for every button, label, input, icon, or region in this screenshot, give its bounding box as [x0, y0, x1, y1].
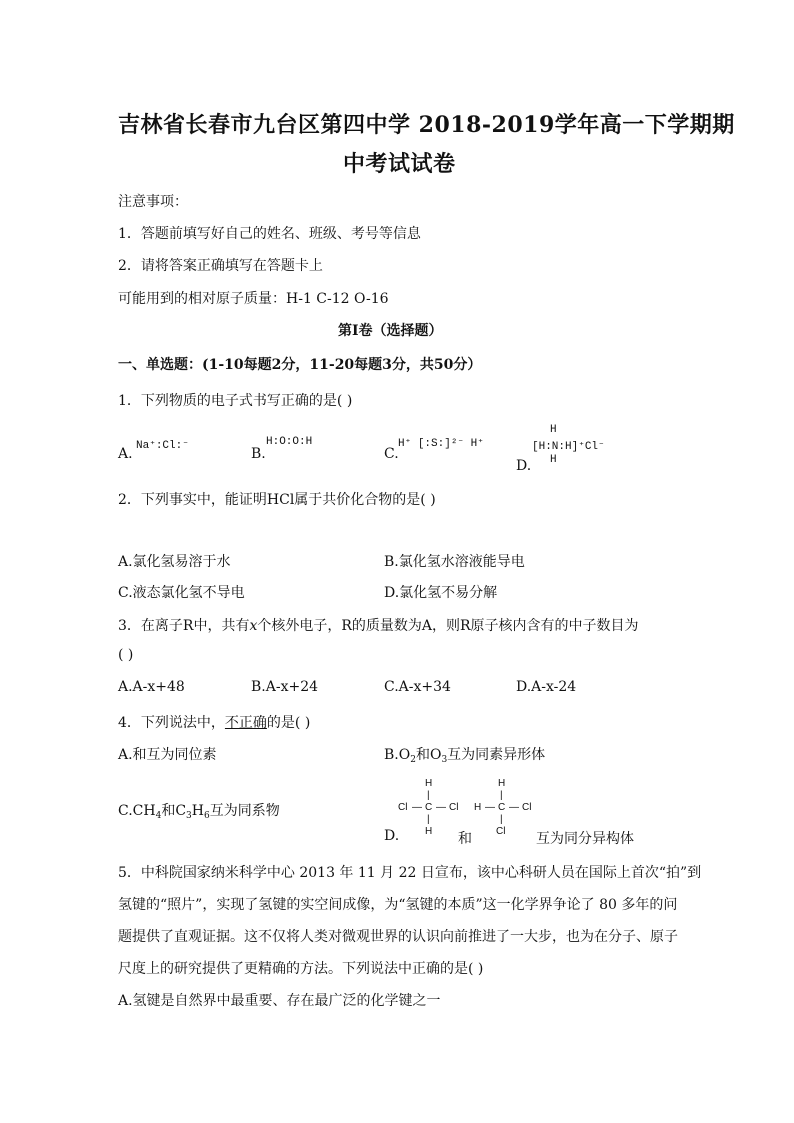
q1-stem: 1．下列物质的电子式书写正确的是( ) [118, 393, 353, 409]
q5-stem-line3: 题提供了直观证据。这不仅将人类对微观世界的认识向前推进了一大步，也为在分子、原子 [118, 929, 678, 945]
q1-option-d-h-top: H [550, 424, 557, 436]
q4-option-d-and: 和 [458, 831, 472, 847]
q1-option-d-formula: [H:N:H]⁺Cl⁻ [532, 441, 605, 453]
section1-title: 一、单选题：(1-10每题2分，11-20每题3分，共50分） [118, 357, 482, 373]
q1-option-b-formula: H:O:O:H [266, 436, 313, 448]
q1-option-a-formula: Na⁺:Cl:⁻ [136, 440, 189, 452]
q3-blank: ( ) [118, 647, 134, 663]
notice-item-2: 2．请将答案正确填写在答题卡上 [118, 258, 323, 274]
q5-stem-line4: 尺度上的研究提供了更精确的方法。下列说法中正确的是( ) [118, 961, 484, 977]
q2-stem: 2．下列事实中，能证明HCl属于共价化合物的是( ) [118, 492, 436, 508]
part1-title: 第Ⅰ卷（选择题） [338, 323, 443, 339]
q1-option-c-formula: H⁺ [:S:]²⁻ H⁺ [398, 438, 484, 450]
q1-option-d-label: D. [516, 458, 532, 474]
notice-item-1: 1．答题前填写好自己的姓名、班级、考号等信息 [118, 226, 421, 242]
q2-option-a: A.氯化氢易溶于水 [118, 554, 231, 570]
q5-option-a: A.氢键是自然界中最重要、存在最广泛的化学键之一 [118, 993, 441, 1009]
q1-option-a-label: A. [118, 446, 133, 462]
q5-stem-line2: 氢键的“照片”，实现了氢键的实空间成像，为“氢键的本质”这一化学界争论了 80 多年的问 [118, 897, 678, 913]
q2-option-d: D.氯化氢不易分解 [384, 585, 498, 601]
q1-option-d-h-bottom: H [550, 454, 557, 466]
notice-heading: 注意事项： [118, 194, 188, 210]
dichloromethane-structure-1: H | Cl — C — Cl | H [398, 778, 459, 837]
q4-stem: 4．下列说法中，不正确的是( ) [118, 715, 311, 731]
q3-option-d: D.A-x-24 [516, 679, 577, 695]
page-title-line1: 吉林省长春市九台区第四中学 2018-2019学年高一下学期期 [118, 112, 735, 138]
page-title-line2: 中考试试卷 [343, 151, 456, 177]
q3-option-a: A.A-x+48 [118, 679, 185, 695]
q2-option-b: B.氯化氢水溶液能导电 [384, 554, 525, 570]
q1-option-b-label: B. [251, 446, 266, 462]
q2-option-c: C.液态氯化氢不导电 [118, 585, 245, 601]
q5-stem-line1: 5．中科院国家纳米科学中心 2013 年 11 月 22 日宣布，该中心科研人员在国际上首次“拍”到 [118, 865, 702, 881]
q3-stem: 3．在离子R中，共有x个核外电子，R的质量数为A，则R原子核内含有的中子数目为 [118, 618, 639, 634]
q3-option-c: C.A-x+34 [384, 679, 451, 695]
q4-option-b: $B.O_2$和$O_3$互为同素异形体 [384, 747, 546, 765]
q4-option-d-label: D. [384, 828, 400, 844]
q3-option-b: B.A-x+24 [251, 679, 319, 695]
q4-option-d-text: 互为同分异构体 [536, 831, 634, 847]
dichloromethane-structure-2: H | H — C — Cl | Cl [474, 778, 532, 837]
q1-option-c-label: C. [384, 446, 399, 462]
q4-option-a: A.和互为同位素 [118, 747, 217, 763]
atomic-mass-note: 可能用到的相对原子质量：H-1 C-12 O-16 [118, 291, 389, 307]
q4-option-c: $C.CH_4$和$C_3H_6$互为同系物 [118, 803, 280, 821]
